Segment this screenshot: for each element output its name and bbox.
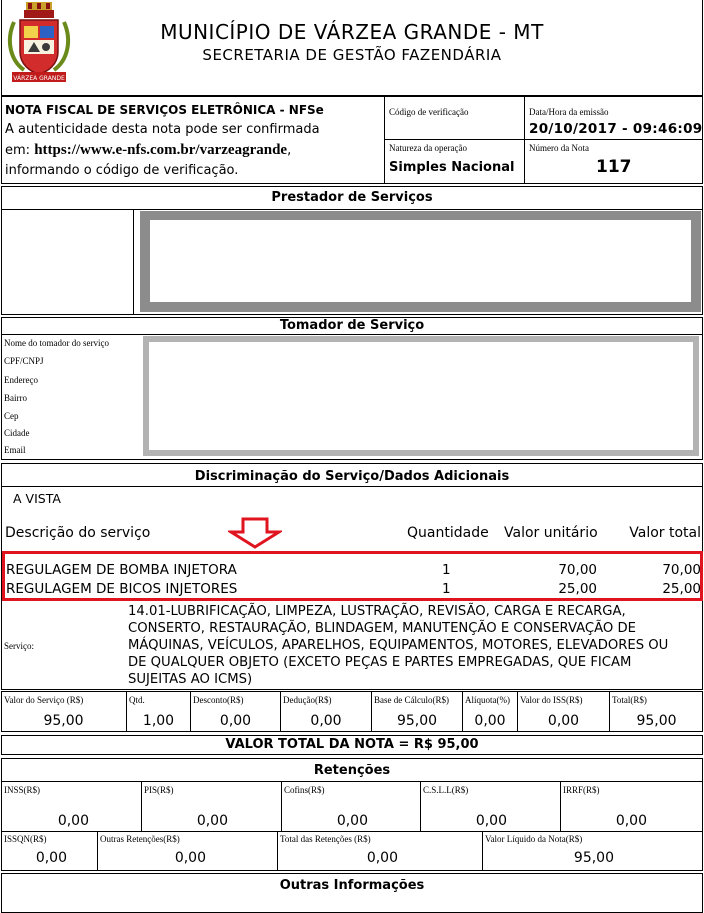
total-value: 95,00 [636,713,677,729]
nfse-auth-line1: A autenticidade desta nota pode ser confirmada [5,122,320,137]
nfse-auth-line2 [5,142,291,159]
total-retentions-value: 0,00 [366,850,398,866]
calc-base-value: 95,00 [396,713,438,729]
col-total: Valor total [629,525,701,541]
operation-value: Simples Nacional [389,160,515,175]
total-label: Total(R$) [612,695,647,705]
service-line-4: DE QUALQUER OBJETO (EXCETO PEÇAS E PARTES EMPREGADAS, QUE FICAM [128,655,632,670]
nfse-auth-suffix: , [287,143,292,158]
qty-label: Qtd. [129,695,145,705]
total-retentions-label: Total das Retenções (R$) [280,834,371,844]
taker-field-email: Email [4,445,26,455]
discrimination-title: Discriminação do Serviço/Dados Adicionais [194,469,510,484]
item-2-quantity: 1 [442,581,451,597]
pis-value: 0,00 [196,813,228,829]
pis-label: PIS(R$) [144,785,174,795]
cofins-label: Cofins(R$) [284,785,325,795]
issqn-label: ISSQN(R$) [4,834,47,844]
hline-taker [1,334,703,335]
issqn-value: 0,00 [35,850,67,866]
nfse-auth-line3: informando o código de verificação. [5,163,239,178]
hline-discrimination [1,486,703,487]
rate-label: Alíquota(%) [465,695,510,705]
calc-base-label: Base de Cálculo(R$) [374,695,449,705]
service-value-label: Valor do Serviço (R$) [4,695,84,705]
total-note: VALOR TOTAL DA NOTA = R$ 95,00 [225,737,479,752]
emission-value: 20/10/2017 - 09:46:09 [529,121,703,137]
coat-of-arms-banner: VÁRZEA GRANDE [13,75,65,82]
operation-label: Natureza da operação [389,143,467,153]
coat-of-arms-logo [4,0,74,90]
vline-provider [133,209,134,315]
csll-value: 0,00 [475,813,507,829]
other-retentions-value: 0,00 [174,850,206,866]
discrimination-note: A VISTA [13,491,61,506]
provider-title: Prestador de Serviços [271,190,433,205]
service-line-1: 14.01-LUBRIFICAÇÃO, LIMPEZA, LUSTRAÇÃO, REVISÃO, CARGA E RECARGA, [128,604,626,619]
hline-retentions-2 [1,831,703,832]
taker-title: Tomador de Serviço [279,318,425,333]
service-line-3: MÁQUINAS, VEÍCULOS, APARELHOS, EQUIPAMENTOS, MOTORES, ELEVADORES OU [128,638,669,653]
item-1-unit: 70,00 [558,562,597,578]
arrow-down-icon [228,517,282,549]
iss-value-label: Valor do ISS(R$) [520,695,583,705]
service-value: 95,00 [43,713,84,729]
number-value: 117 [596,157,632,177]
hline-provider [1,209,703,210]
deduction-value: 0,00 [310,713,342,729]
taker-field-cpf: CPF/CNPJ [4,356,44,366]
taker-field-cep: Cep [4,411,19,421]
item-1-description: REGULAGEM DE BOMBA INJETORA [6,562,237,578]
secretariat-title: SECRETARIA DE GESTÃO FAZENDÁRIA [202,46,502,64]
service-label: Serviço: [4,641,34,651]
discount-label: Desconto(R$) [193,695,244,705]
item-1-total: 70,00 [662,562,701,578]
emission-label: Data/Hora da emissão [529,107,609,117]
cofins-value: 0,00 [336,813,368,829]
nfse-auth-prefix: em: [5,143,35,158]
net-value: 95,00 [573,850,614,866]
irrf-label: IRRF(R$) [563,785,600,795]
service-line-5: SUJEITAS AO ICMS) [128,672,253,687]
taker-field-address: Endereço [4,375,38,385]
taker-redacted [143,336,699,456]
vline-info-2 [524,96,525,184]
iss-value: 0,00 [547,713,580,729]
municipality-title: MUNICÍPIO DE VÁRZEA GRANDE - MT [160,20,544,44]
hline-retentions-1 [1,781,703,782]
taker-field-district: Bairro [4,393,27,403]
col-unit: Valor unitário [504,525,598,541]
other-info-title: Outras Informações [279,878,425,893]
taker-field-name: Nome do tomador do serviço [4,338,109,348]
item-2-unit: 25,00 [558,581,597,597]
rate-value: 0,00 [474,713,506,729]
col-description: Descrição do serviço [5,525,151,541]
other-retentions-label: Outras Retenções(R$) [100,834,180,844]
inss-value: 0,00 [57,813,89,829]
number-label: Número da Nota [529,143,589,153]
col-quantity: Quantidade [407,525,489,541]
item-1-quantity: 1 [442,562,451,578]
inss-label: INSS(R$) [4,785,41,795]
discount-value: 0,00 [219,713,252,729]
net-value-label: Valor Líquido da Nota(R$) [485,834,583,844]
verification-code-label: Código de verificação [389,107,469,117]
taker-field-city: Cidade [4,428,30,438]
vline-info-1 [384,96,385,184]
retentions-title: Retenções [313,763,391,778]
csll-label: C.S.L.L(R$) [423,785,469,795]
item-2-total: 25,00 [662,581,701,597]
deduction-label: Dedução(R$) [283,695,332,705]
service-line-2: CONSERTO, RESTAURAÇÃO, BLINDAGEM, MANUTENÇÃO E CONSERVAÇÃO DE [128,621,636,636]
provider-redacted-inner [150,220,691,302]
qty-value: 1,00 [142,713,175,729]
irrf-value: 0,00 [615,813,647,829]
nfse-auth-url[interactable]: https://www.e-nfs.com.br/varzeagrande [34,142,288,158]
hline-info-mid [384,139,703,140]
item-2-description: REGULAGEM DE BICOS INJETORES [6,581,238,597]
nfse-title: NOTA FISCAL DE SERVIÇOS ELETRÔNICA - NFSe [5,103,324,117]
